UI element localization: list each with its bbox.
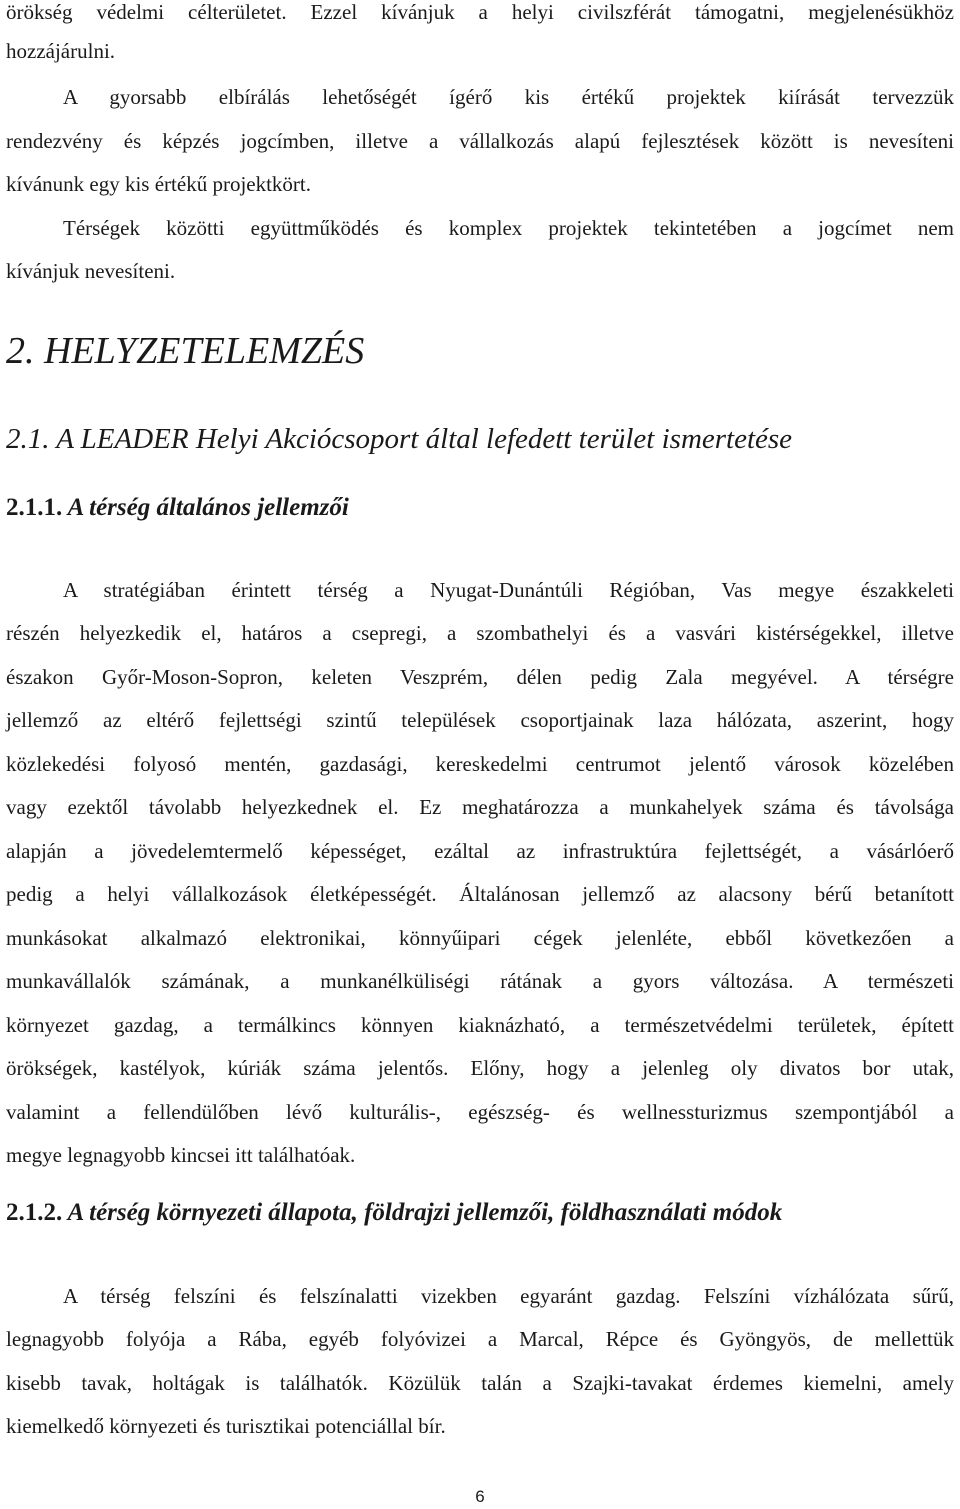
section-heading: 2. HELYZETELEMZÉS <box>6 330 365 372</box>
text-line: A gyorsabb elbírálás lehetőségét ígérő kis értékű projektek kiírását tervezzük <box>63 85 954 109</box>
text-line: A stratégiában érintett térség a Nyugat-Dunántúli Régióban, Vas megye északkeleti <box>63 578 954 602</box>
text-line: kiemelkedő környezeti és turisztikai potenciállal bír. <box>6 1414 446 1438</box>
heading-number: 2.1.1. <box>6 494 63 521</box>
text-line: legnagyobb folyója a Rába, egyéb folyóvizei a Marcal, Répce és Gyöngyös, de mellettük <box>6 1327 954 1351</box>
text-line: kisebb tavak, holtágak is találhatók. Közülük talán a Szajki-tavakat érdemes kiemelni, amely <box>6 1371 954 1395</box>
heading-title: A térség általános jellemzői <box>67 494 349 521</box>
subsubsection-heading <box>6 1197 782 1229</box>
text-line: kívánunk egy kis értékű projektkört. <box>6 172 312 196</box>
page-number: 6 <box>475 1487 485 1506</box>
text-line: munkásokat alkalmazó elektronikai, könnyűipari cégek jelenléte, ebből következően a <box>6 926 954 950</box>
heading-number: 2.1.2. <box>6 1199 63 1226</box>
text-line: Térségek közötti együttműködés és komplex projektek tekintetében a jogcímet nem <box>63 216 954 240</box>
text-line: A térség felszíni és felszínalatti vizekben egyaránt gazdag. Felszíni vízhálózata sűrű, <box>63 1284 954 1308</box>
text-line: kívánjuk nevesíteni. <box>6 259 176 283</box>
text-line: hozzájárulni. <box>6 39 116 63</box>
text-line: vagy ezektől távolabb helyezkednek el. Ez meghatározza a munkahelyek száma és távolsága <box>6 795 954 819</box>
text-line: valamint a fellendülőben lévő kulturális-, egészség- és wellnessturizmus szempontjából a <box>6 1100 954 1124</box>
text-line: környezet gazdag, a termálkincs könnyen kiaknázható, a természetvédelmi területek, épített <box>6 1013 954 1037</box>
text-line: rendezvény és képzés jogcímben, illetve a vállalkozás alapú fejlesztések között is nevesíteni <box>6 129 954 153</box>
heading-title: A térség környezeti állapota, földrajzi jellemzői, földhasználati módok <box>67 1199 783 1226</box>
text-line: munkavállalók számának, a munkanélküliségi rátának a gyors változása. A természeti <box>6 969 954 993</box>
text-line: pedig a helyi vállalkozások életképességét. Általánosan jellemző az alacsony bérű betanított <box>6 882 954 906</box>
text-line: alapján a jövedelemtermelő képességet, ezáltal az infrastruktúra fejlettségét, a vásárlóerő <box>6 839 954 863</box>
text-line: jellemző az eltérő fejlettségi szintű települések csoportjainak laza hálózata, aszerint, hogy <box>6 708 954 732</box>
text-line: örökségek, kastélyok, kúriák száma jelentős. Előny, hogy a jelenleg oly divatos bor utak, <box>6 1056 954 1080</box>
subsection-heading: 2.1. A LEADER Helyi Akciócsoport által lefedett terület ismertetése <box>6 423 793 455</box>
text-line: örökség védelmi célterületet. Ezzel kívánjuk a helyi civilszférát támogatni, megjelenésükhöz <box>6 0 954 24</box>
text-line: közlekedési folyosó mentén, gazdasági, kereskedelmi centrumot jelentő városok közelében <box>6 752 954 776</box>
text-line: megye legnagyobb kincsei itt találhatóak. <box>6 1143 356 1167</box>
text-line: részén helyezkedik el, határos a csepregi, a szombathelyi és a vasvári kistérségekkel, illetve <box>6 621 954 645</box>
subsubsection-heading <box>6 492 349 524</box>
text-line: északon Győr-Moson-Sopron, keleten Veszprém, délen pedig Zala megyével. A térségre <box>6 665 954 689</box>
